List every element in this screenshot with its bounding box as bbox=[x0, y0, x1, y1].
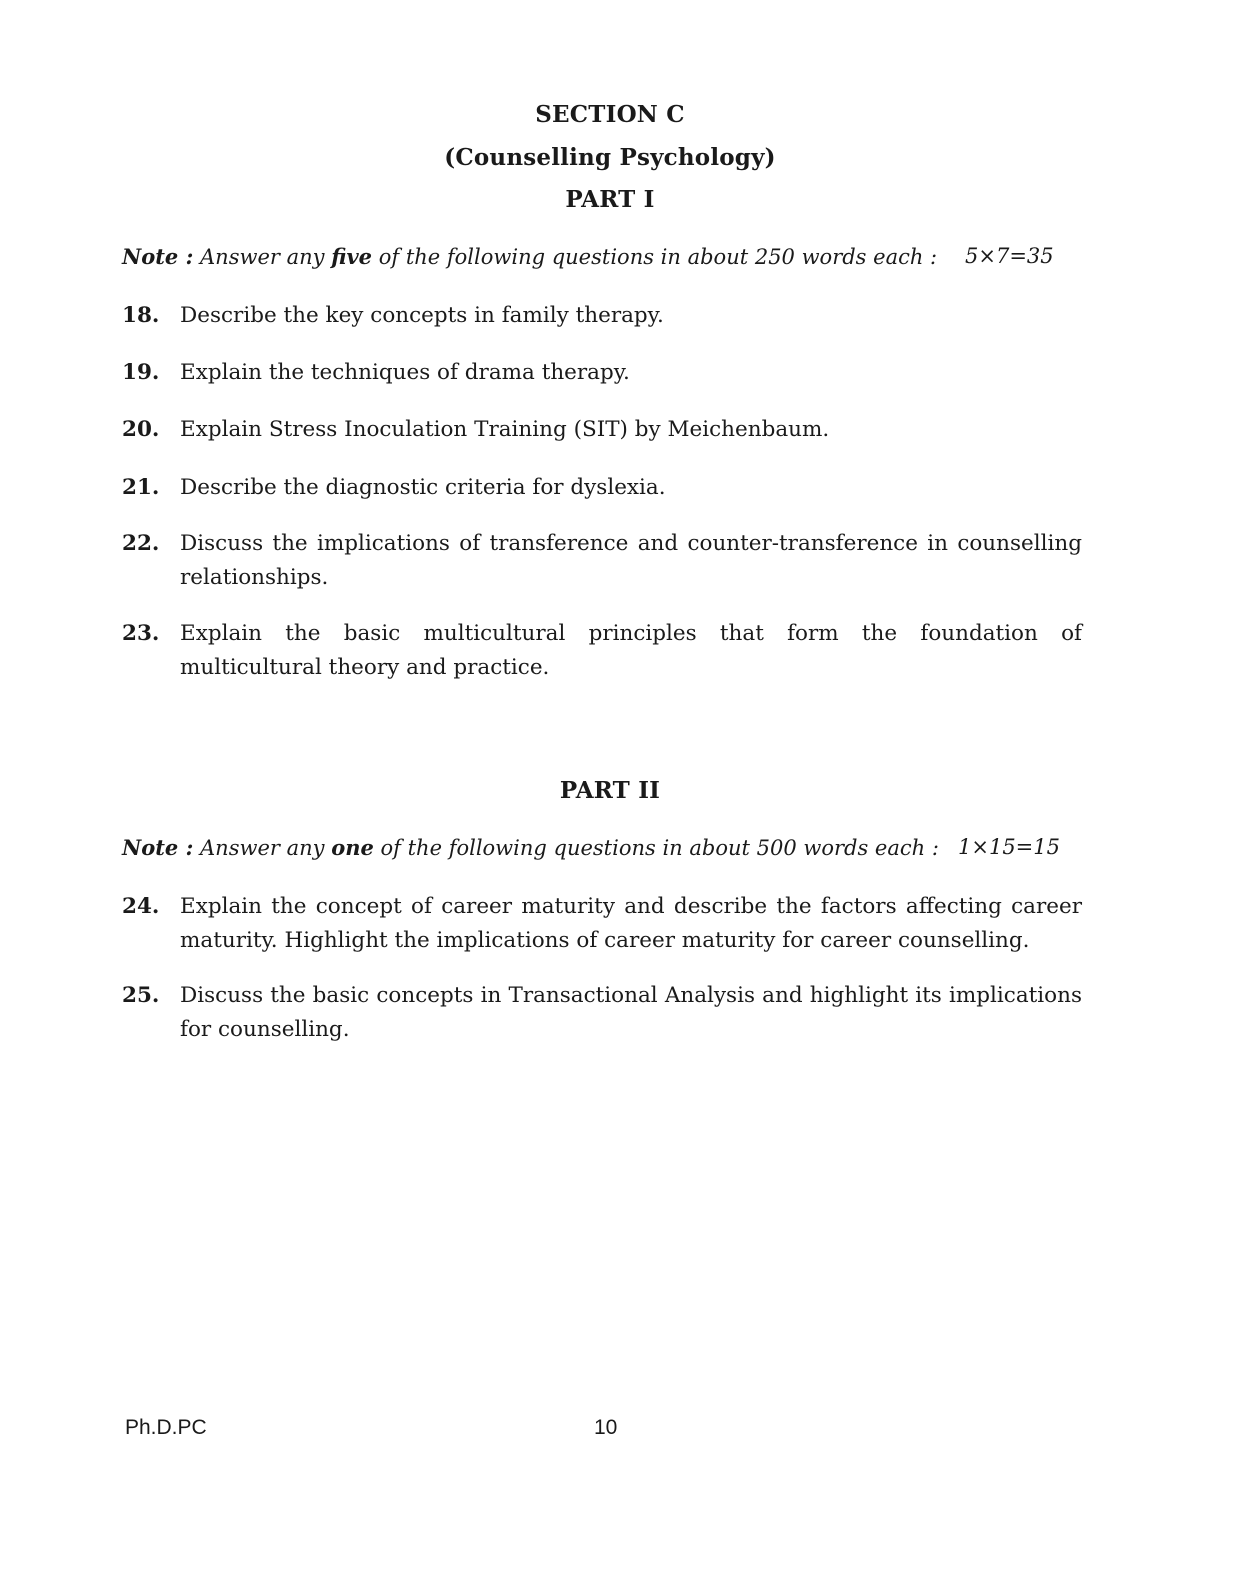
part2-note bbox=[122, 835, 1060, 860]
question-text: Describe the key concepts in family therapy. bbox=[180, 303, 664, 328]
note-pre: Answer any bbox=[200, 245, 325, 269]
note-key: one bbox=[331, 835, 374, 860]
marks: 1×15=15 bbox=[958, 835, 1060, 859]
question-24 bbox=[122, 890, 1082, 958]
question-number: 23. bbox=[122, 621, 160, 646]
note-post: of the following questions in about 500 words each : bbox=[380, 836, 939, 860]
question-text: Discuss the implications of transference and counter-transference in counselling relationships. bbox=[180, 531, 1082, 590]
question-number: 21. bbox=[122, 475, 160, 500]
question-19 bbox=[122, 356, 1082, 390]
question-number: 20. bbox=[122, 417, 160, 442]
part1-title: PART I bbox=[565, 186, 655, 213]
question-number: 25. bbox=[122, 983, 160, 1008]
marks: 5×7=35 bbox=[965, 244, 1054, 268]
question-text: Explain the concept of career maturity and describe the factors affecting career maturity. Highlight the implications of career maturity for career counselling. bbox=[180, 894, 1082, 953]
page-number: 10 bbox=[594, 1416, 618, 1439]
question-22 bbox=[122, 527, 1082, 595]
footer-code: Ph.D.PC bbox=[125, 1416, 207, 1439]
note-key: five bbox=[331, 244, 373, 269]
part1-note bbox=[122, 244, 1052, 269]
note-post: of the following questions in about 250 words each : bbox=[378, 245, 938, 269]
question-number: 19. bbox=[122, 360, 160, 385]
section-subtitle: (Counselling Psychology) bbox=[444, 144, 776, 171]
question-text: Discuss the basic concepts in Transactional Analysis and highlight its implications for counselling. bbox=[180, 983, 1082, 1042]
question-text: Explain Stress Inoculation Training (SIT) by Meichenbaum. bbox=[180, 417, 830, 442]
question-number: 22. bbox=[122, 531, 160, 556]
question-number: 24. bbox=[122, 894, 160, 919]
question-text: Describe the diagnostic criteria for dyslexia. bbox=[180, 475, 666, 500]
part2-title: PART II bbox=[559, 777, 661, 804]
question-21 bbox=[122, 471, 1082, 505]
question-number: 18. bbox=[122, 303, 160, 328]
question-18 bbox=[122, 299, 1082, 333]
question-text: Explain the techniques of drama therapy. bbox=[180, 360, 630, 385]
question-text: Explain the basic multicultural principles that form the foundation of multicultural theory and practice. bbox=[180, 621, 1082, 680]
question-25 bbox=[122, 979, 1082, 1047]
section-title: SECTION C bbox=[535, 101, 685, 128]
note-label: Note : bbox=[122, 835, 194, 860]
question-23 bbox=[122, 617, 1082, 685]
note-label: Note : bbox=[122, 244, 194, 269]
note-pre: Answer any bbox=[200, 836, 325, 860]
question-20 bbox=[122, 413, 1082, 447]
